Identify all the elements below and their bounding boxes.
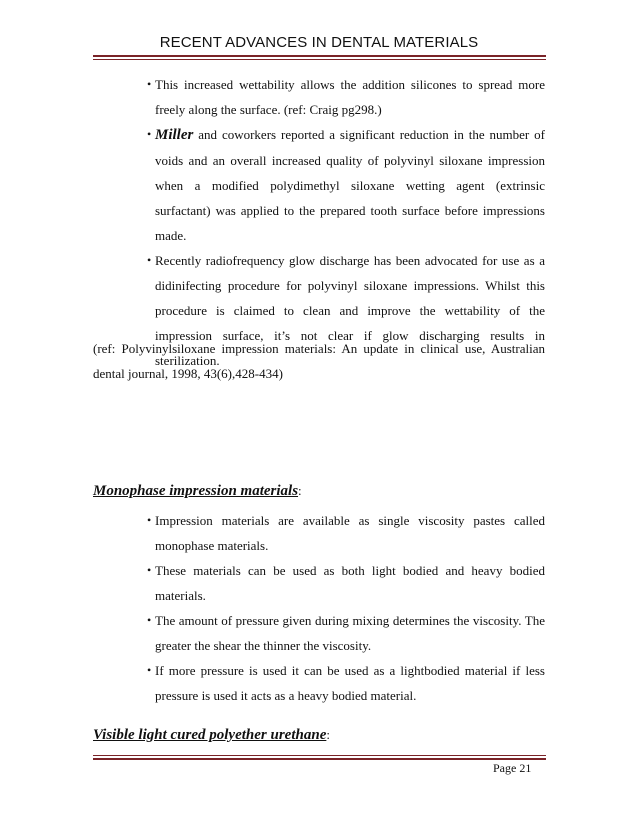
bullet-item <box>93 608 545 658</box>
bullet-icon <box>147 248 151 273</box>
bullet-text: Recently radiofrequency glow discharge has been advocated for use as a didinifecting procedure for polyvinyl siloxane impressions. Whilst this procedure is claimed to clean and improve the wettability of the impression surface, it’s not clear if glow discharging results in sterilization. <box>155 253 545 368</box>
running-header: RECENT ADVANCES IN DENTAL MATERIALS <box>159 34 479 51</box>
section2-bullet-list <box>93 508 545 708</box>
author-name: Miller <box>155 127 194 143</box>
bullet-item <box>93 72 545 122</box>
section-heading-monophase <box>93 478 302 504</box>
reference-citation: (ref: Polyvinylsiloxane impression materials: An update in clinical use, Australian dental journal, 1998, 43(6),428-434) <box>93 341 545 381</box>
bullet-text: The amount of pressure given during mixing determines the viscosity. The greater the shear the thinner the viscosity. <box>155 613 545 653</box>
section1-bullet-list <box>93 72 545 373</box>
footer-rule-thin <box>93 755 546 756</box>
bullet-text: and coworkers reported a significant reduction in the number of voids and an overall increased quality of polyvinyl siloxane impression when a modified polydimethyl siloxane wetting agent (extrinsic surfactant) was applied to the prepared tooth surface before impressions made. <box>155 127 545 243</box>
page-number: Page 21 <box>493 761 532 775</box>
heading-text: Monophase impression materials <box>93 483 299 499</box>
heading-colon: : <box>326 727 330 742</box>
bullet-item <box>93 122 545 248</box>
header-rule-thick <box>93 55 546 57</box>
heading-colon: : <box>298 483 302 498</box>
bullet-item <box>93 658 545 708</box>
heading-text: Visible light cured polyether urethane <box>93 727 327 743</box>
bullet-icon <box>147 122 151 147</box>
bullet-text: Impression materials are available as single viscosity pastes called monophase materials. <box>155 513 545 553</box>
bullet-icon <box>147 508 151 533</box>
bullet-icon <box>147 72 151 97</box>
bullet-item <box>93 558 545 608</box>
bullet-icon <box>147 658 151 683</box>
bullet-text: This increased wettability allows the addition silicones to spread more freely along the surface. (ref: Craig pg298.) <box>155 77 545 117</box>
bullet-item <box>93 508 545 558</box>
bullet-text: These materials can be used as both light bodied and heavy bodied materials. <box>155 563 545 603</box>
bullet-text: If more pressure is used it can be used as a lightbodied material if less pressure is used it acts as a heavy bodied material. <box>155 663 545 703</box>
header-rule-thin <box>93 59 546 60</box>
bullet-icon <box>147 558 151 583</box>
footer-rule-thick <box>93 758 546 760</box>
bullet-icon <box>147 608 151 633</box>
section-heading-vlc-polyether <box>93 722 330 748</box>
